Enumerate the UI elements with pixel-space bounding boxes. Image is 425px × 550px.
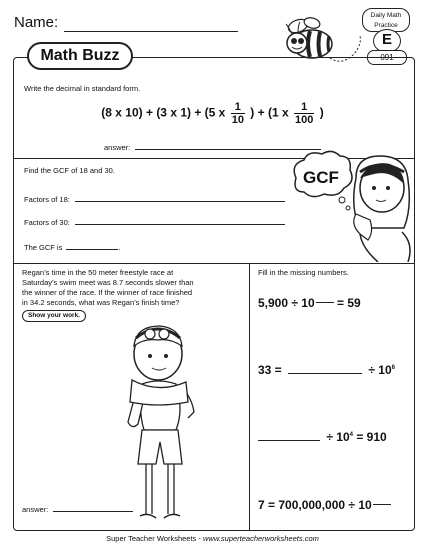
factors30-label: Factors of 30:: [24, 218, 70, 227]
problem3-text: [22, 268, 246, 308]
problem1-answer-row: [104, 141, 321, 153]
eq4-left: 7 = 700,000,000 ÷ 10: [258, 498, 372, 512]
gcf-period: .: [118, 243, 121, 252]
eq1-exponent-blank[interactable]: [316, 294, 334, 303]
factors30-line[interactable]: [75, 216, 285, 225]
problem1-prompt: Write the decimal in standard form.: [24, 84, 141, 93]
problem1-equation: [0, 101, 425, 126]
eq2-left: 33 =: [258, 363, 282, 377]
factors30-row: [24, 216, 285, 228]
footer: [0, 534, 425, 543]
factors18-label: Factors of 18:: [24, 195, 70, 204]
gcf-bubble-text: GCF: [303, 168, 339, 187]
eq3-mid: ÷ 10: [326, 430, 350, 444]
eq-part-a: (8 x 10) + (3 x 1) + (5 x: [101, 105, 226, 120]
gcf-row: [24, 241, 121, 253]
eq1-left: 5,900 ÷ 10: [258, 296, 315, 310]
factors18-line[interactable]: [75, 193, 285, 202]
show-work-badge: Show your work.: [22, 310, 86, 322]
eq-part-c: ): [319, 105, 324, 120]
page-title: Math Buzz: [27, 42, 133, 70]
answer-label: answer:: [104, 143, 131, 152]
eq3-right: = 910: [356, 430, 387, 444]
answer-label: answer:: [22, 505, 49, 514]
problem4-eq1: [258, 294, 361, 310]
gcf-answer-line[interactable]: [66, 241, 121, 252]
footer-link[interactable]: www.superteacherworksheets.com: [202, 534, 319, 543]
problem3-answer-line[interactable]: [53, 503, 133, 512]
divider-2: [14, 263, 414, 264]
eq2-blank[interactable]: [288, 365, 362, 374]
fraction-1: $\frac{1}{10}$: [231, 101, 244, 126]
thinking-girl-illustration: [290, 148, 416, 262]
problem3-answer-row: [22, 503, 133, 515]
eq-part-b: ) + (1 x: [250, 105, 289, 120]
divider-vertical: [249, 263, 250, 531]
problem2-prompt: Find the GCF of 18 and 30.: [24, 166, 115, 175]
problem3-line4: in 34.2 seconds, what was Regan’s finish time?: [22, 298, 180, 307]
factors18-row: [24, 193, 285, 205]
gcf-label: The GCF is: [24, 243, 63, 252]
name-label: Name:: [14, 14, 59, 31]
badge-line1: Daily Math: [370, 12, 402, 19]
eq4-exponent-blank[interactable]: [373, 496, 391, 505]
problem3-line1: Regan’s time in the 50 meter freestyle race at: [22, 268, 174, 277]
problem4-eq4: [258, 496, 391, 512]
problem4-eq3: [258, 430, 387, 444]
problem3-line2: Saturday’s swim meet was 8.7 seconds slower than: [22, 278, 194, 287]
badge-line2: Practice: [374, 22, 398, 29]
level-letter-badge: E: [373, 29, 401, 53]
problem4-eq2: [258, 363, 395, 377]
swimmer-boy-illustration: [118, 318, 238, 526]
footer-text: Super Teacher Worksheets -: [106, 534, 203, 543]
fraction-2: $\frac{1}{100}$: [295, 101, 314, 126]
worksheet-number-badge: 091: [367, 50, 407, 65]
problem4-prompt: Fill in the missing numbers.: [258, 268, 349, 277]
eq3-exponent: 4: [349, 432, 353, 438]
name-line[interactable]: [64, 31, 238, 32]
eq1-right: = 59: [336, 296, 361, 310]
eq2-right: ÷ 10: [368, 363, 392, 377]
eq3-blank[interactable]: [258, 432, 320, 441]
problem3-line3: the winner of the race. If the winner of race finished: [22, 288, 193, 297]
eq2-exponent: 6: [391, 365, 396, 371]
